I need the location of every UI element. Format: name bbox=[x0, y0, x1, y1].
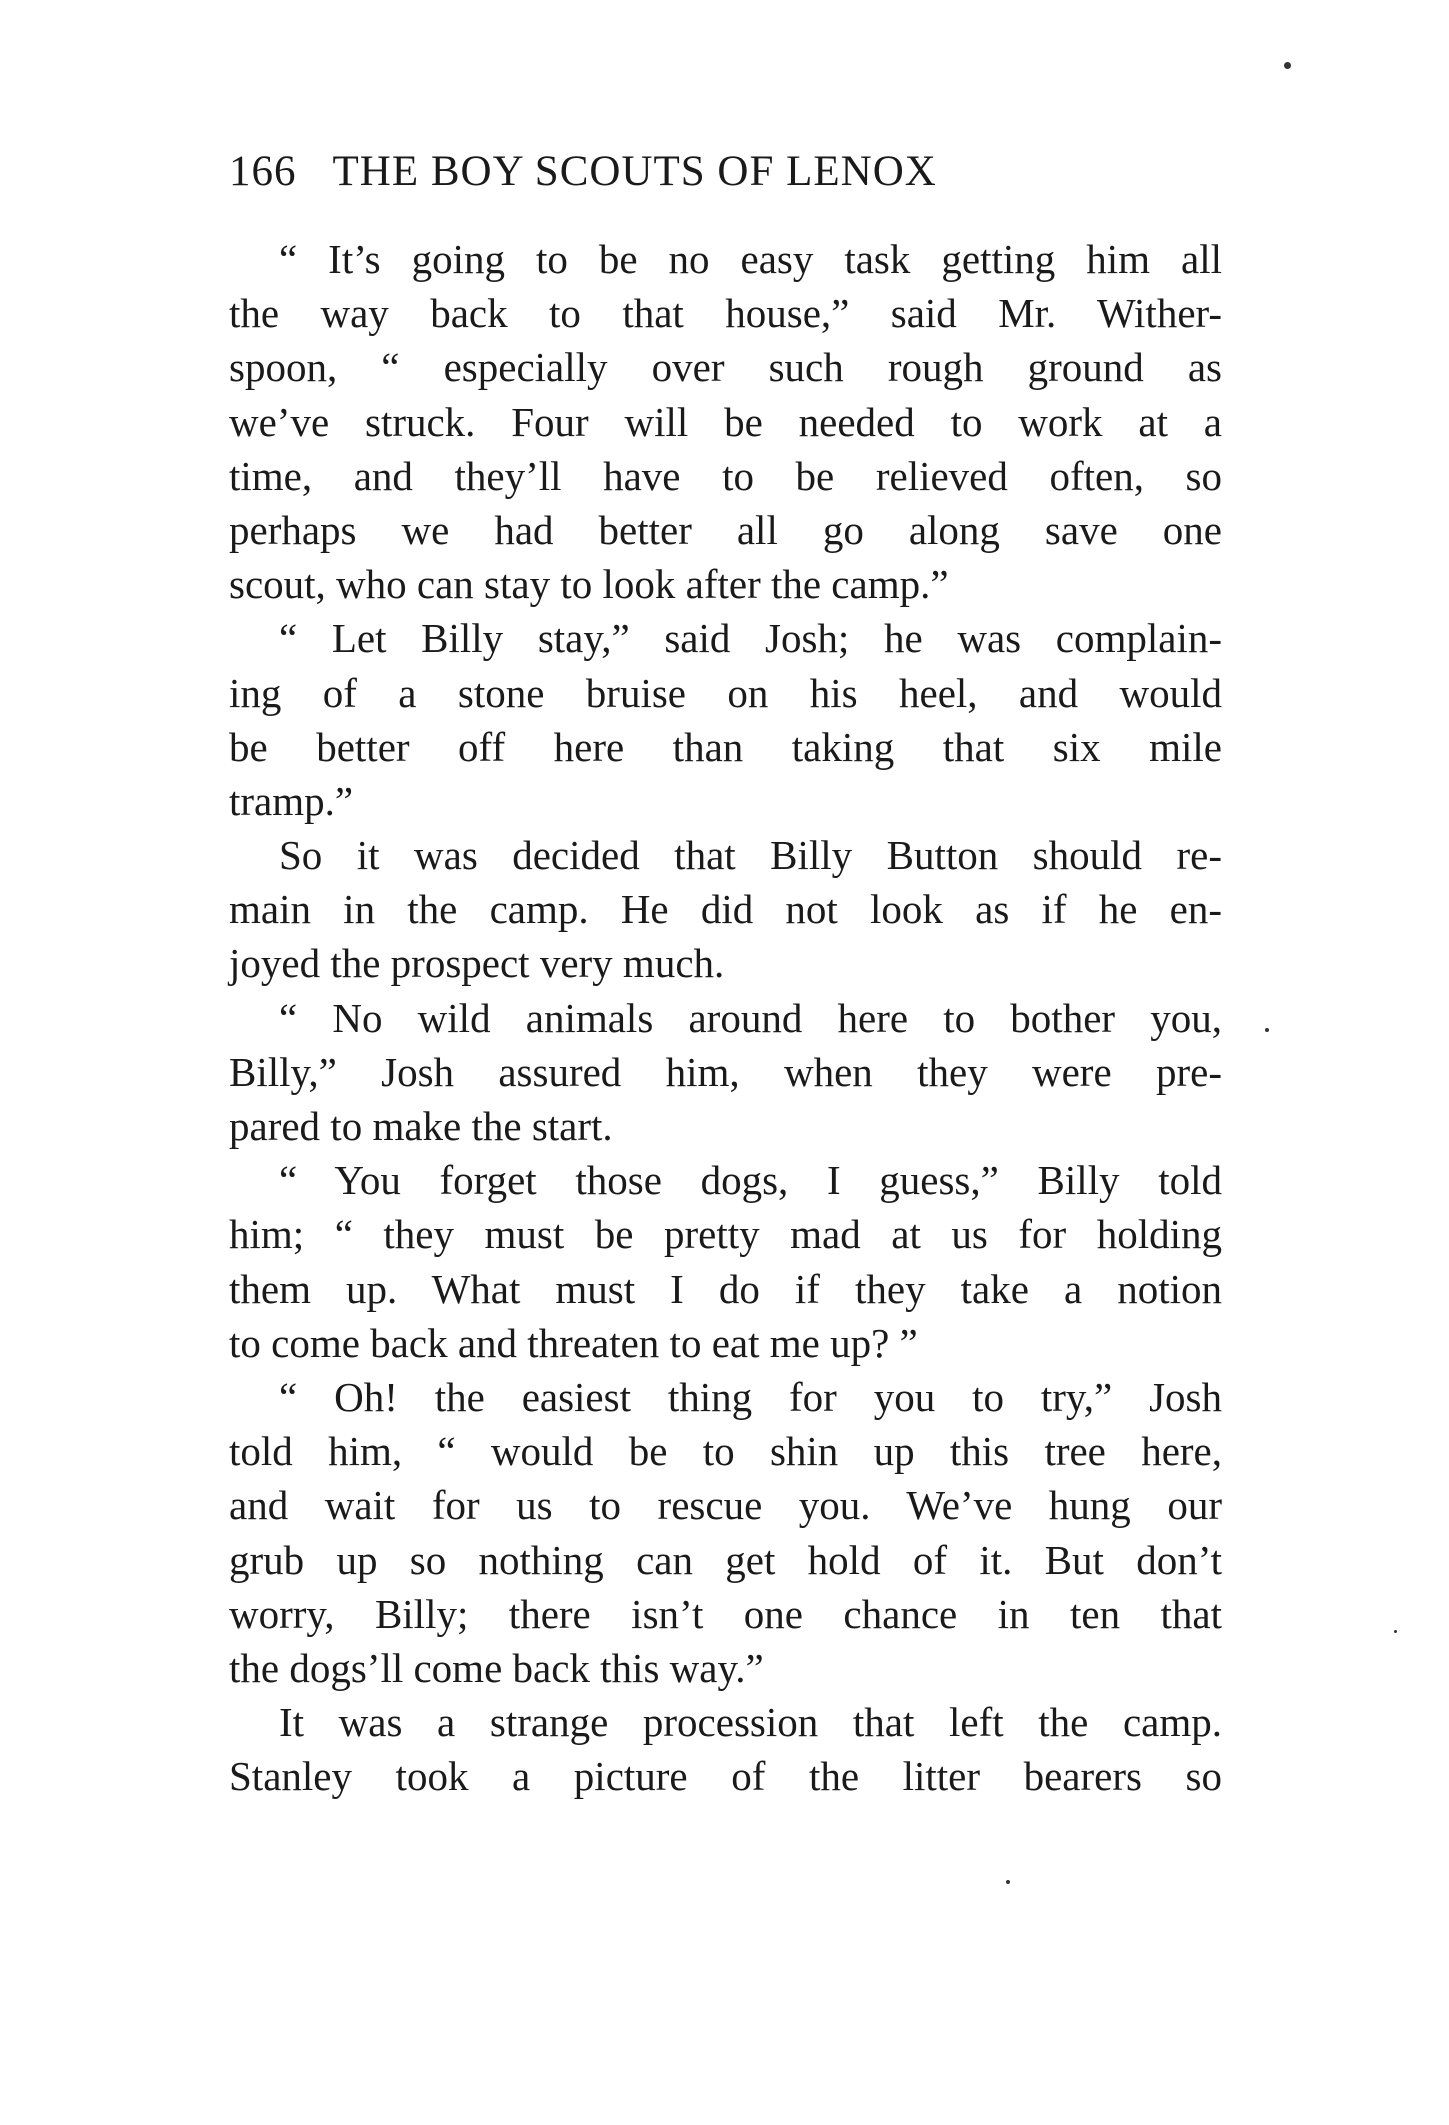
text-line: we’ve struck. Four will be needed to work at a bbox=[229, 398, 1222, 445]
text-line: main in the camp. He did not look as if he en- bbox=[229, 886, 1222, 933]
text-line: joyed the prospect very much. bbox=[229, 940, 725, 987]
print-speck bbox=[1394, 1630, 1397, 1633]
running-head bbox=[229, 150, 1229, 193]
running-title: THE BOY SCOUTS OF LENOX bbox=[332, 148, 937, 195]
text-line: and wait for us to rescue you. We’ve hung our bbox=[229, 1482, 1222, 1529]
print-speck bbox=[1265, 1028, 1269, 1032]
text-line: be better off here than taking that six mile bbox=[229, 723, 1222, 770]
text-line: spoon, “ especially over such rough ground as bbox=[229, 344, 1222, 391]
page-number: 166 bbox=[229, 148, 297, 195]
text-line: “ No wild animals around here to bother you, bbox=[279, 994, 1222, 1041]
text-line: the dogs’ll come back this way.” bbox=[229, 1644, 764, 1691]
text-line: pared to make the start. bbox=[229, 1103, 613, 1149]
text-line: told him, “ would be to shin up this tree here, bbox=[229, 1428, 1222, 1475]
text-line: “ Let Billy stay,” said Josh; he was complain- bbox=[279, 615, 1222, 662]
text-line: So it was decided that Billy Button should re- bbox=[279, 832, 1222, 879]
text-line: him; “ they must be pretty mad at us for holding bbox=[229, 1211, 1222, 1258]
text-line: grub up so nothing can get hold of it. But don’t bbox=[229, 1536, 1222, 1583]
text-line: “ You forget those dogs, I guess,” Billy told bbox=[279, 1157, 1222, 1204]
text-line: scout, who can stay to look after the camp.” bbox=[229, 561, 949, 608]
text-line: Billy,” Josh assured him, when they were pre- bbox=[229, 1048, 1222, 1095]
print-speck bbox=[1284, 62, 1291, 69]
text-line: “ Oh! the easiest thing for you to try,” Josh bbox=[279, 1373, 1222, 1420]
body-text bbox=[229, 232, 1222, 1803]
print-speck bbox=[1006, 1880, 1010, 1884]
text-line: worry, Billy; there isn’t one chance in ten that bbox=[229, 1590, 1222, 1637]
text-line: It was a strange procession that left the camp. bbox=[279, 1699, 1222, 1746]
text-line: the way back to that house,” said Mr. Wither- bbox=[229, 290, 1222, 337]
text-line: time, and they’ll have to be relieved often, so bbox=[229, 452, 1222, 499]
text-line: ing of a stone bruise on his heel, and would bbox=[229, 669, 1222, 716]
text-line: tramp.” bbox=[229, 777, 354, 824]
text-line: Stanley took a picture of the litter bearers so bbox=[229, 1753, 1222, 1800]
text-line: “ It’s going to be no easy task getting him all bbox=[279, 236, 1222, 282]
text-line: perhaps we had better all go along save one bbox=[229, 506, 1222, 553]
text-line: to come back and threaten to eat me up? ” bbox=[229, 1319, 918, 1366]
text-line: them up. What must I do if they take a notion bbox=[229, 1265, 1222, 1312]
